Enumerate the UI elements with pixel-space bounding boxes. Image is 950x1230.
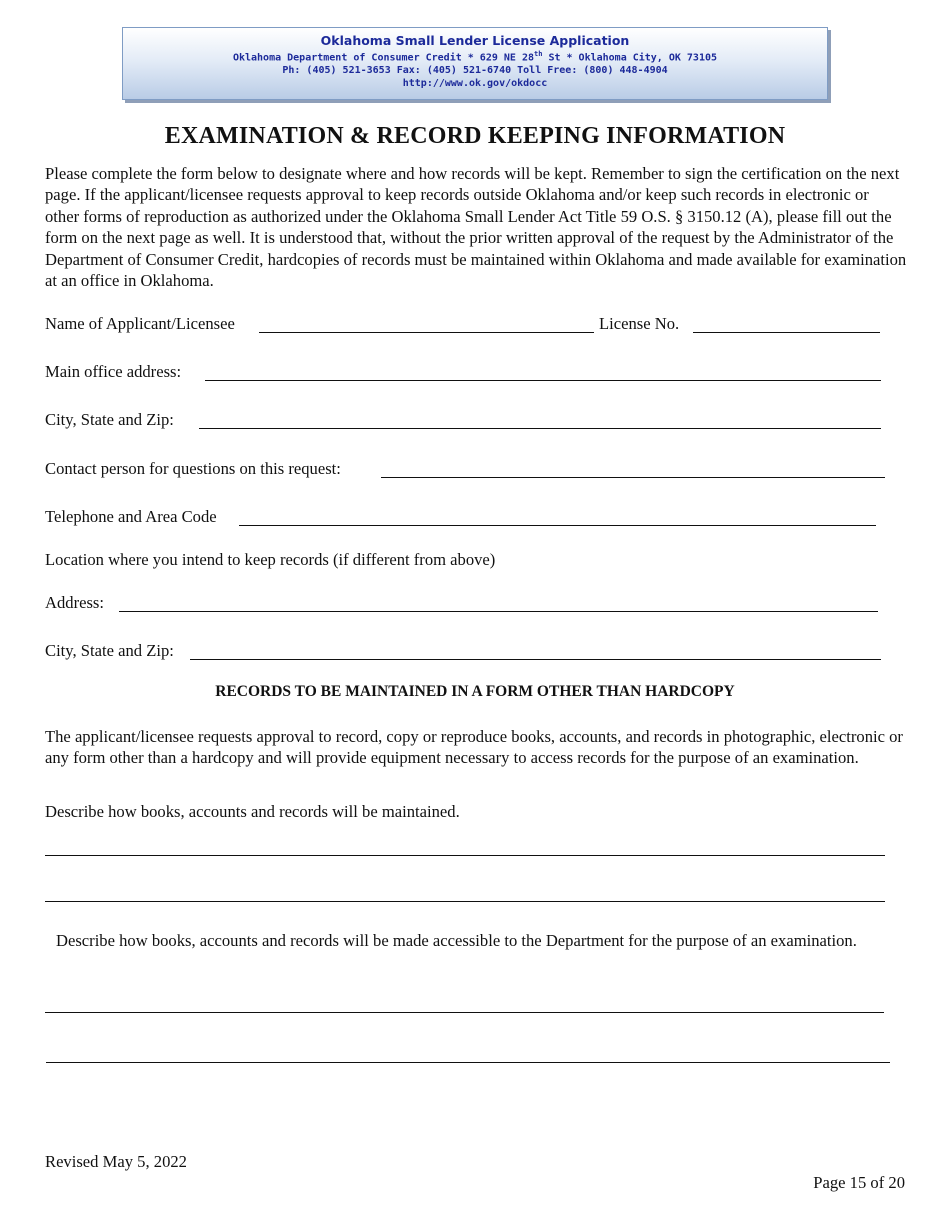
contact-label: Contact person for questions on this request:: [45, 459, 341, 478]
name-input-line[interactable]: [259, 332, 594, 333]
license-input-line[interactable]: [693, 332, 880, 333]
city-state-zip-2-input-line[interactable]: [190, 659, 881, 660]
letterhead-url[interactable]: http://www.ok.gov/okdocc: [402, 78, 548, 90]
describe-accessible-label: Describe how books, accounts and records will be made accessible to the Department for the purpose of an examination.: [56, 931, 857, 950]
describe-maintained-label: Describe how books, accounts and records will be maintained.: [45, 802, 460, 821]
city-state-zip-input-line[interactable]: [199, 428, 881, 429]
page-title: EXAMINATION & RECORD KEEPING INFORMATION: [164, 123, 786, 149]
name-label: Name of Applicant/Licensee: [45, 314, 235, 333]
location-label: Location where you intend to keep records (if different from above): [45, 550, 496, 569]
letterhead-phone: Ph: (405) 521-3653 Fax: (405) 521-6740 Toll Free: (800) 448-4904: [282, 65, 668, 77]
city-state-zip-2-label: City, State and Zip:: [45, 641, 174, 660]
letterhead-title: Oklahoma Small Lender License Application: [320, 33, 630, 48]
license-label: License No.: [599, 314, 680, 333]
main-office-label: Main office address:: [45, 362, 182, 381]
accessible-input-line-1[interactable]: [45, 1012, 884, 1013]
request-paragraph: The applicant/licensee requests approval to record, copy or reproduce books, accounts, and records in photographic, electronic or any form other than a hardcopy and will provide equipment necessary to access records for the purpose of an examination.: [45, 727, 903, 768]
address-label: Address:: [45, 593, 104, 612]
intro-paragraph: Please complete the form below to designate where and how records will be kept. Remember to sign the certification on the next page. If the applicant/licensee requests approval to keep records outside Oklahoma and/or keep such records in electronic or other forms of reproduction as authorized under the Oklahoma Small Lender Act Title 59 O.S. § 3150.12 (A), please fill out the form on the next page as well. It is understood that, without the prior written approval of the request by the Administrator of the Department of Consumer Credit, hardcopies of records must be maintained within Oklahoma and made available for examination at an office in Oklahoma.: [45, 164, 907, 291]
letterhead-address: Oklahoma Department of Consumer Credit * 629 NE 28th St * Oklahoma City, OK 73105: [232, 50, 718, 64]
city-state-zip-label: City, State and Zip:: [45, 410, 174, 429]
maintained-input-line-2[interactable]: [45, 901, 885, 902]
page-number: Page 15 of 20: [813, 1173, 905, 1192]
main-office-input-line[interactable]: [205, 380, 881, 381]
letterhead-box: [122, 27, 828, 100]
section-heading: RECORDS TO BE MAINTAINED IN A FORM OTHER THAN HARDCOPY: [215, 683, 735, 700]
address-input-line[interactable]: [119, 611, 878, 612]
telephone-label: Telephone and Area Code: [45, 507, 217, 526]
revised-date: Revised May 5, 2022: [45, 1152, 187, 1171]
maintained-input-line-1[interactable]: [45, 855, 885, 856]
contact-input-line[interactable]: [381, 477, 885, 478]
telephone-input-line[interactable]: [239, 525, 876, 526]
accessible-input-line-2[interactable]: [46, 1062, 890, 1063]
